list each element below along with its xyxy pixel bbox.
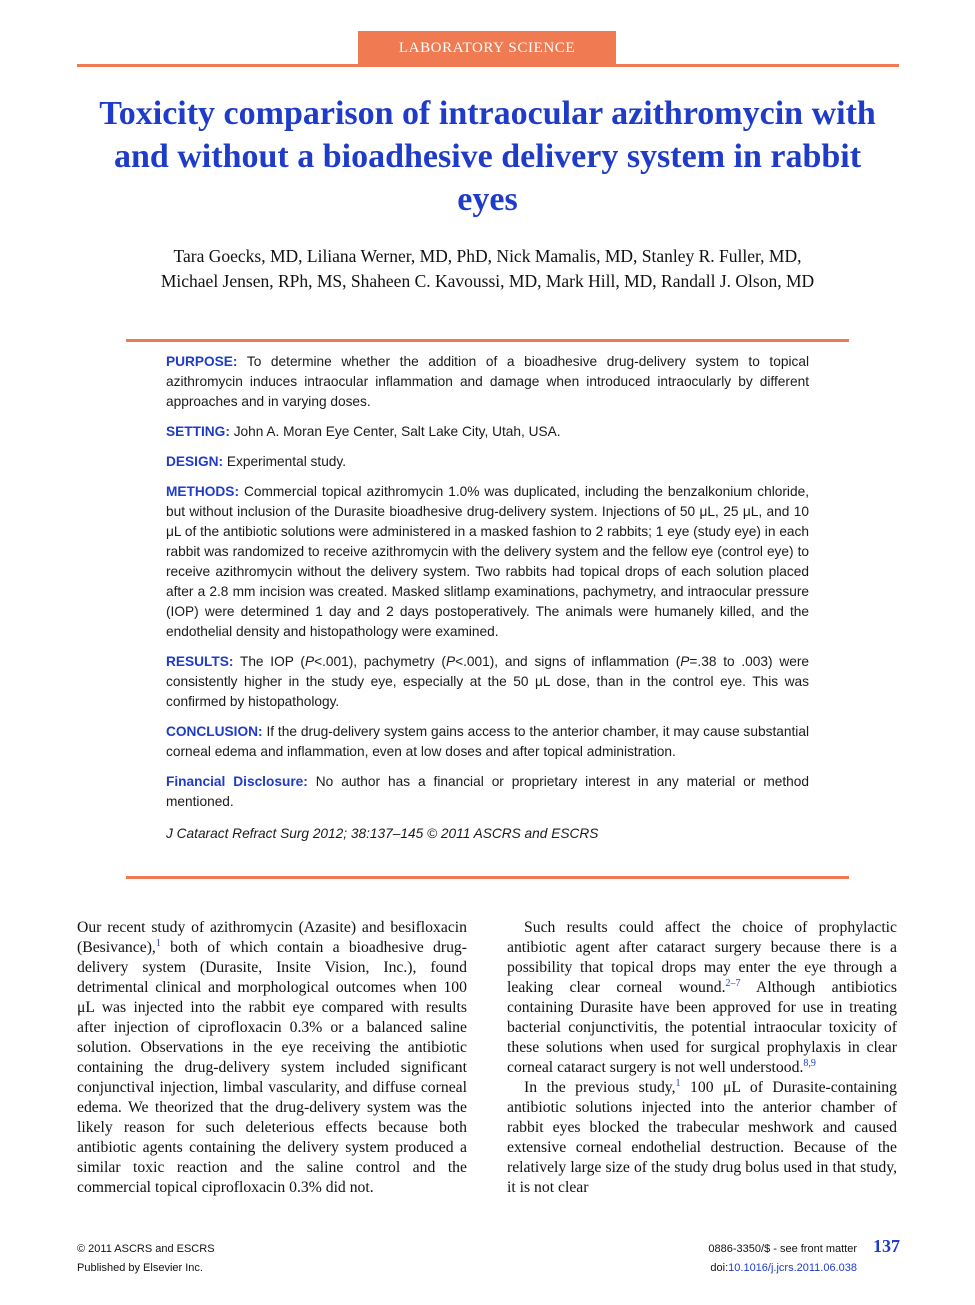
paragraph-text: 100 μL of Durasite-containing antibiotic solutions injected into the anterior chamber of rabbit eyes blocked the trabecular meshwork and caused extensive corneal endothelial destruction. Because of the relatively large size of the study drug bolus used in that study, it is not clear: [507, 1079, 897, 1196]
reference-link[interactable]: 8,9: [803, 1057, 816, 1069]
reference-link[interactable]: 1: [675, 1077, 681, 1089]
results-text-4: =.38 to .003) were consistently higher in the study eye, especially at the 50 μL dose, than in the control eye. This was confirmed by histopathology.: [166, 654, 810, 709]
reference-link[interactable]: 1: [155, 937, 161, 949]
methods-label: METHODS:: [166, 484, 239, 499]
body-column-left: [77, 918, 467, 1198]
abstract-top-rule: [126, 339, 849, 342]
body-paragraph: [77, 918, 467, 1198]
body-column-right: [507, 918, 897, 1198]
body-paragraph: [507, 918, 897, 1078]
top-divider: [77, 64, 899, 67]
footer-left: [77, 1242, 215, 1275]
article-title: Toxicity comparison of intraocular azithromycin with and without a bioadhesive delivery system in rabbit eyes: [99, 95, 876, 218]
authors-line-2: Michael Jensen, RPh, MS, Shaheen C. Kavoussi, MD, Mark Hill, MD, Randall J. Olson, MD: [160, 271, 815, 291]
paragraph-text: Although antibiotics containing Durasite have been approved for use in treating bacterial conjunctivitis, the potential intraocular toxicity of these solutions when used for surgical prophylaxis in clear corneal cataract surgery is not well understood.: [507, 979, 897, 1076]
disclosure-text: No author has a financial or proprietary interest in any material or method mentioned.: [166, 774, 809, 809]
abstract-methods: [166, 482, 809, 642]
design-text: Experimental study.: [226, 454, 347, 469]
paragraph-text: Such results could affect the choice of prophylactic antibiotic agent after cataract surgery because there is a possibility that topical drops may enter the eye through a leaking clear corneal wound.: [507, 919, 897, 996]
author-list: [80, 244, 895, 294]
abstract-design: [166, 452, 809, 472]
abstract: [166, 352, 809, 854]
section-tag: LABORATORY SCIENCE: [358, 31, 616, 65]
purpose-label: PURPOSE:: [166, 354, 238, 369]
p-symbol: P: [445, 654, 456, 669]
results-text-1: The IOP (: [239, 654, 305, 669]
doi-link[interactable]: 10.1016/j.jcrs.2011.06.038: [728, 1262, 857, 1274]
conclusion-text: If the drug-delivery system gains access to the anterior chamber, it may cause substantial corneal edema and inflammation, even at low doses and after topical administration.: [166, 724, 809, 759]
page-number: 137: [873, 1236, 900, 1256]
reference-link[interactable]: 2–7: [725, 977, 741, 989]
journal-citation: J Cataract Refract Surg 2012; 38:137–145 © 2011 ASCRS and ESCRS: [166, 826, 599, 841]
abstract-conclusion: [166, 722, 809, 762]
paragraph-text: In the previous study,: [524, 1079, 676, 1096]
body-paragraph: [507, 1078, 897, 1198]
abstract-results: [166, 652, 809, 712]
methods-text: Commercial topical azithromycin 1.0% was duplicated, including the benzalkonium chloride, but without inclusion of the Durasite bioadhesive drug-delivery system. Injections of 50 μL, 25 μL, and 10 μL of the antibiotic solutions were administered in a masked fashion to 2 rabbits; 1 eye (study eye) in each rabbit was randomized to receive azithromycin with the delivery system and the fellow eye (control eye) to receive azithromycin without the delivery system. Two rabbits had topical drops of each solution placed after a 2.8 mm incision was created. Masked slitlamp examinations, pachymetry, and intraocular pressure (IOP) were determined 1 day and 2 days postoperatively. The animals were humanely killed, and the endothelial density and histopathology were examined.: [166, 484, 809, 639]
results-label: RESULTS:: [166, 654, 234, 669]
copyright: © 2011 ASCRS and ESCRS: [77, 1243, 215, 1255]
setting-text: John A. Moran Eye Center, Salt Lake City, Utah, USA.: [233, 424, 561, 439]
abstract-disclosure: [166, 772, 809, 812]
conclusion-label: CONCLUSION:: [166, 724, 263, 739]
authors-line-1: Tara Goecks, MD, Liliana Werner, MD, PhD, Nick Mamalis, MD, Stanley R. Fuller, MD,: [173, 246, 802, 266]
p-symbol: P: [304, 654, 315, 669]
disclosure-label: Financial Disclosure:: [166, 774, 308, 789]
doi-prefix: doi:: [710, 1262, 729, 1274]
results-text-2: <.001), pachymetry (: [314, 654, 446, 669]
paragraph-text: Our recent study of azithromycin (Azasite) and besifloxacin (Besivance),: [77, 919, 467, 956]
paragraph-text: both of which contain a bioadhesive drug-delivery system (Durasite, Insite Vision, Inc.), found detrimental clinical and morphological outcomes when 100 μL was injected into the rabbit eye compared with results after injection of ciprofloxacin 0.3% or a balanced saline solution. Observations in the eye receiving the antibiotic containing the drug-delivery system included significant conjunctival injection, limbal vascularity, and diffuse corneal edema. We theorized that the drug-delivery system was the likely reason for such deleterious effects because both antibiotic agents containing the delivery system produced a similar toxic reaction and the saline control and the commercial topical ciprofloxacin 0.3% did not.: [77, 939, 467, 1196]
purpose-text: To determine whether the addition of a bioadhesive drug-delivery system to topical azithromycin induces intraocular inflammation and damage when introduced intraocularly by different approaches and in varying doses.: [166, 354, 809, 409]
issn: 0886-3350/$ - see front matter: [708, 1243, 857, 1255]
doi: [708, 1261, 857, 1275]
p-symbol: P: [680, 654, 690, 669]
publisher: Published by Elsevier Inc.: [77, 1262, 203, 1274]
footer-right: [708, 1242, 857, 1275]
results-text-3: <.001), and signs of inflammation (: [455, 654, 681, 669]
abstract-purpose: [166, 352, 809, 412]
design-label: DESIGN:: [166, 454, 224, 469]
abstract-bottom-rule: [126, 876, 849, 879]
setting-label: SETTING:: [166, 424, 230, 439]
abstract-setting: [166, 422, 809, 442]
